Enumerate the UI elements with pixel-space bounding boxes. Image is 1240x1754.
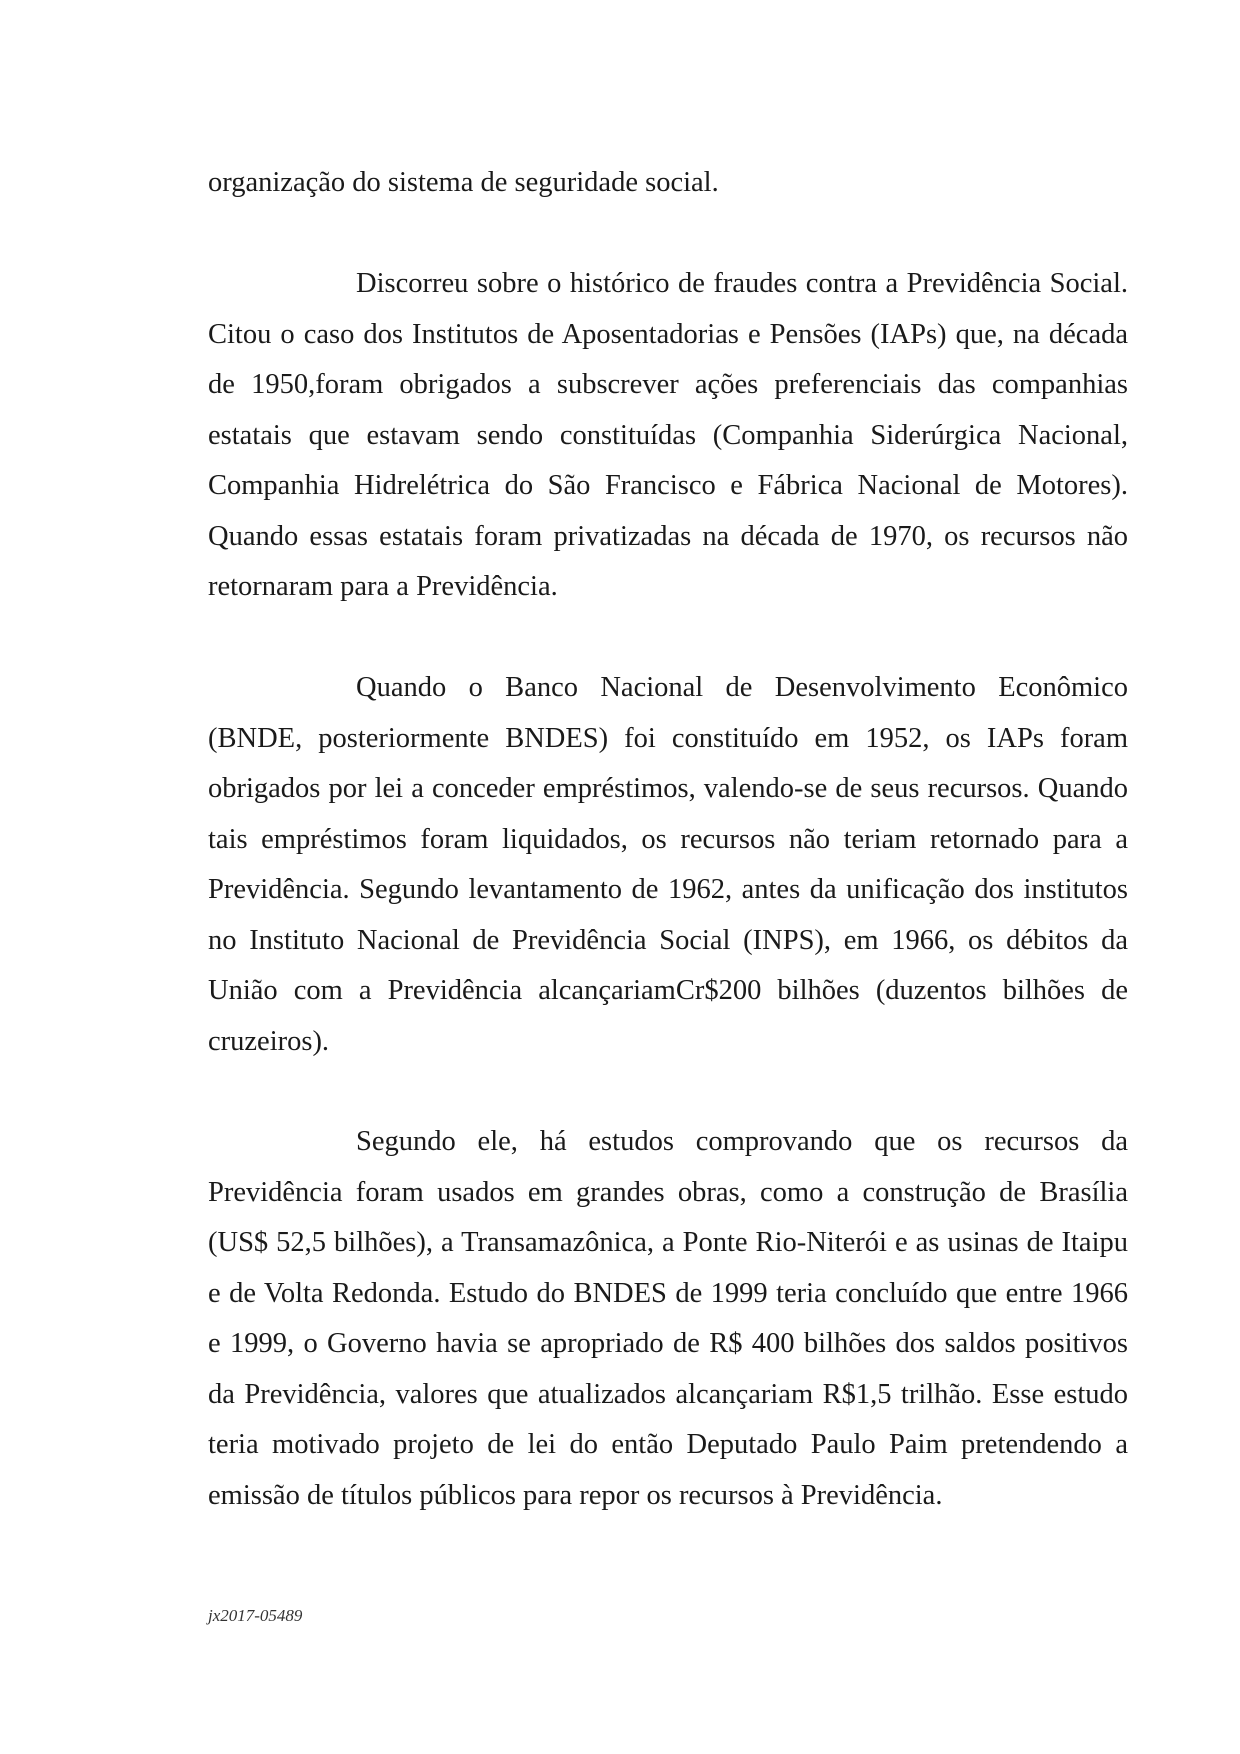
document-footer-id: jx2017-05489 [208, 1606, 303, 1625]
paragraph-text: Segundo ele, há estudos comprovando que os recursos da Previdência foram usados em grandes obras, como a construção de Brasília (US$ 52,5 bilhões), a Transamazônica, a Ponte Rio-Niterói e as usinas de Itaipu e de Volta Redonda. Estudo do BNDES de 1999 teria concluído que entre 1966 e 1999, o Governo havia se apropriado de R$ 400 bilhões dos saldos positivos da Previdência, valores que atualizados alcançariam R$1,5 trilhão. Esse estudo teria motivado projeto de lei do então Deputado Paulo Paim pretendendo a emissão de títulos públicos para repor os recursos à Previdência. [208, 1126, 1128, 1511]
paragraph-text: Quando o Banco Nacional de Desenvolvimento Econômico (BNDE, posteriormente BNDES) foi constituído em 1952, os IAPs foram obrigados por lei a conceder empréstimos, valendo-se de seus recursos. Quando tais empréstimos foram liquidados, os recursos não teriam retornado para a Previdência. Segundo levantamento de 1962, antes da unificação dos institutos no Instituto Nacional de Previdência Social (INPS), em 1966, os débitos da União com a Previdência alcançariamCr$200 bilhões (duzentos bilhões de cruzeiros). [208, 672, 1128, 1057]
paragraph-fraud-history [208, 259, 1128, 613]
paragraph-continued [208, 158, 1128, 209]
paragraph-text: organização do sistema de seguridade social. [208, 167, 719, 198]
paragraph-text: Discorreu sobre o histórico de fraudes contra a Previdência Social. Citou o caso dos Institutos de Aposentadorias e Pensões (IAPs) que, na década de 1950,foram obrigados a subscrever ações preferenciais das companhias estatais que estavam sendo constituídas (Companhia Siderúrgica Nacional, Companhia Hidrelétrica do São Francisco e Fábrica Nacional de Motores). Quando essas estatais foram privatizadas na década de 1970, os recursos não retornaram para a Previdência. [208, 268, 1128, 602]
paragraph-public-works [208, 1117, 1128, 1521]
paragraph-bnde-loans [208, 663, 1128, 1067]
